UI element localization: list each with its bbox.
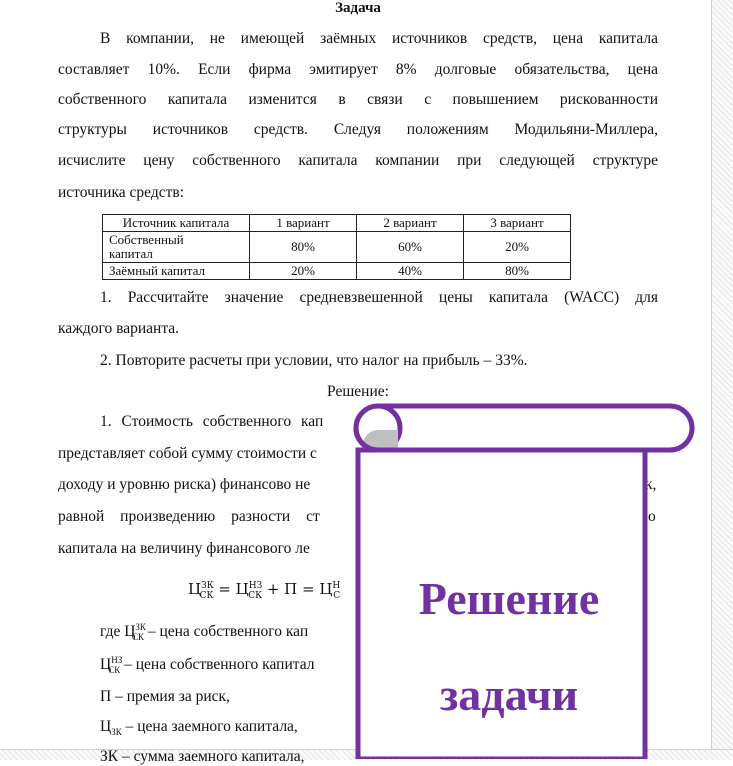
task-2: 2. Повторите расчеты при условии, что налог на прибыль – 33%. (100, 352, 528, 369)
solution-line: 1. Стоимость собственного кап (100, 413, 324, 430)
scroll-banner (350, 400, 700, 759)
table-cell: 80% (250, 232, 357, 263)
banner-line-1: Решение (418, 573, 600, 624)
doc-title: Задача (335, 0, 381, 16)
solution-fragment: о (648, 508, 656, 525)
definition-line: где $Ц^{ЗК}_{СК}$ – цена собственного кап (100, 621, 309, 643)
solution-fragment: к, (645, 476, 657, 493)
task-1-line: 1. Рассчитайте значение средневзвешенной цены капитала (WACC) для (100, 289, 658, 306)
table-row-label: Собственный капитал (103, 232, 250, 263)
table-header-cell: 1 вариант (250, 215, 357, 232)
definition-line: $Ц_{ЗК}$ – цена заемного капитала, (100, 718, 298, 738)
definition-line: П – премия за риск, (100, 688, 230, 705)
table-cell: 60% (357, 232, 464, 263)
table-cell: 40% (357, 263, 464, 280)
table-cell: 20% (250, 263, 357, 280)
paragraph-line: собственного капитала изменится в связи с повышением рискованности (58, 91, 658, 108)
table-header-cell: Источник капитала (103, 215, 250, 232)
task-1-line: каждого варианта. (58, 320, 180, 337)
paragraph-line: составляет 10%. Если фирма эмитирует 8% долговые обязательства, цена (58, 61, 658, 78)
table-header-cell: 2 вариант (357, 215, 464, 232)
table-row-label: Заёмный капитал (103, 263, 250, 280)
table-header-row (103, 215, 571, 232)
paragraph-line: исчислите цену собственного капитала компании при следующей структуре (58, 152, 658, 169)
table-cell: 20% (464, 232, 571, 263)
solution-heading: Решение: (327, 383, 389, 400)
paragraph-line: источника средств: (58, 184, 184, 201)
solution-line: доходу и уровню риска) финансово не (58, 476, 311, 493)
definition-line: $Ц^{НЗ}_{СК}$ – цена собственного капитал (100, 654, 315, 676)
definition-line: ЗК – сумма заемного капитала, (100, 748, 305, 765)
banner-line-2: задачи (439, 669, 579, 720)
formula: $Ц^{ЗК}_{СК} = Ц^{НЗ}_{СК} + П = Ц^Н_С$ (188, 580, 341, 601)
table-header-cell: 3 вариант (464, 215, 571, 232)
solution-line: представляет собой сумму стоимости с (58, 445, 317, 462)
table-row (103, 232, 571, 263)
paragraph-line: структуры источников средств. Следуя положениям Модильяни-Миллера, (58, 121, 658, 138)
table-row (103, 263, 571, 280)
solution-line: капитала на величину финансового ле (58, 540, 310, 557)
scroll-gutter (711, 0, 733, 759)
paragraph-line: В компании, не имеющей заёмных источников средств, цена капитала (100, 30, 658, 47)
capital-structure-table (102, 214, 571, 280)
table-cell: 80% (464, 263, 571, 280)
solution-line: равной произведению разности ст (58, 508, 320, 525)
